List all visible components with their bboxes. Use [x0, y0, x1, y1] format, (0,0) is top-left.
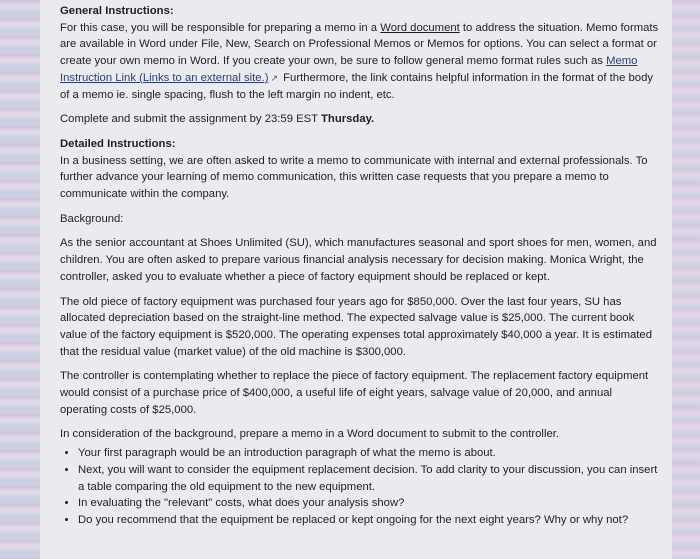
background-paragraph-3: The controller is contemplating whether to replace the piece of factory equipment. The replacement factory equipment would consist of a purchase price of $400,000, a useful life of eight years, salvage value of 20,000, and annual operating costs of $25,000.	[60, 370, 649, 416]
general-text-a: For this case, you will be responsible for preparing a memo in a	[60, 21, 381, 34]
detailed-instructions-heading: Detailed Instructions:	[60, 137, 176, 150]
general-text-c: Furthermore, the link contains helpful information in the format of the body of a memo ie. single spacing, flush to the left margin no indent, etc.	[60, 71, 654, 101]
list-item: • In evaluating the "relevant" costs, what does your analysis show?	[78, 495, 660, 512]
document-content	[60, 3, 660, 529]
list-item: • Do you recommend that the equipment be replaced or kept ongoing for the next eight years? Why or why not?	[78, 512, 660, 529]
general-instructions-heading: General Instructions:	[60, 5, 174, 17]
external-link-icon[interactable]: ↗	[270, 72, 279, 83]
detailed-instructions-paragraph: In a business setting, we are often asked to write a memo to communicate with internal and external professionals. To further advance your learning of memo communication, this written case requests that you prepare a memo to communicate within the company.	[60, 154, 648, 201]
list-item: • Next, you will want to consider the equipment replacement decision. To add clarity to your discussion, you can insert a table comparing the old equipment to the new equipment.	[78, 462, 660, 495]
memo-instruction-link[interactable]: Memo Instruction Link (Links to an external site.)	[60, 55, 638, 84]
general-text-b: to address the situation. Memo formats are available in Word under File, New, Search on Professional Memos or Memos for options. You can select a format or create your own memo in Word. If you create your own, be sure to follow general memo format rules such as	[60, 21, 659, 68]
background-edge-left	[0, 0, 40, 559]
deadline-text: Complete and submit the assignment by 23:59 EST	[60, 113, 322, 126]
background-edge-right	[672, 0, 700, 559]
deadline-line	[60, 111, 660, 128]
background-paragraph-2: The old piece of factory equipment was purchased four years ago for $850,000. Over the last four years, SU has allocated depreciation based on the straight-line method. The expected salvage value is $25,000. The current book value of the factory equipment is $520,000. The operating expenses total approximately $40,000 a year. It is estimated that the residual value (market value) of the old machine is $300,000.	[60, 295, 652, 358]
general-instructions-paragraph	[60, 20, 660, 104]
document-page	[40, 0, 672, 559]
word-document-text: Word document	[380, 21, 460, 34]
background-paragraph-1: As the senior accountant at Shoes Unlimited (SU), which manufactures seasonal and sport shoes for men, women, and children. You are often asked to prepare various financial analysis necessary for decision making. Monica Wright, the controller, asked you to evaluate whether a piece of factory equipment should be replaced or kept.	[60, 237, 657, 283]
deadline-day: Thursday.	[321, 113, 375, 126]
list-item: • Your first paragraph would be an introduction paragraph of what the memo is about.	[78, 445, 660, 462]
background-paragraph-4: In consideration of the background, prepare a memo in a Word document to submit to the controller.	[60, 428, 560, 441]
background-heading: Background:	[60, 212, 124, 225]
instruction-bullet-list	[60, 445, 660, 529]
